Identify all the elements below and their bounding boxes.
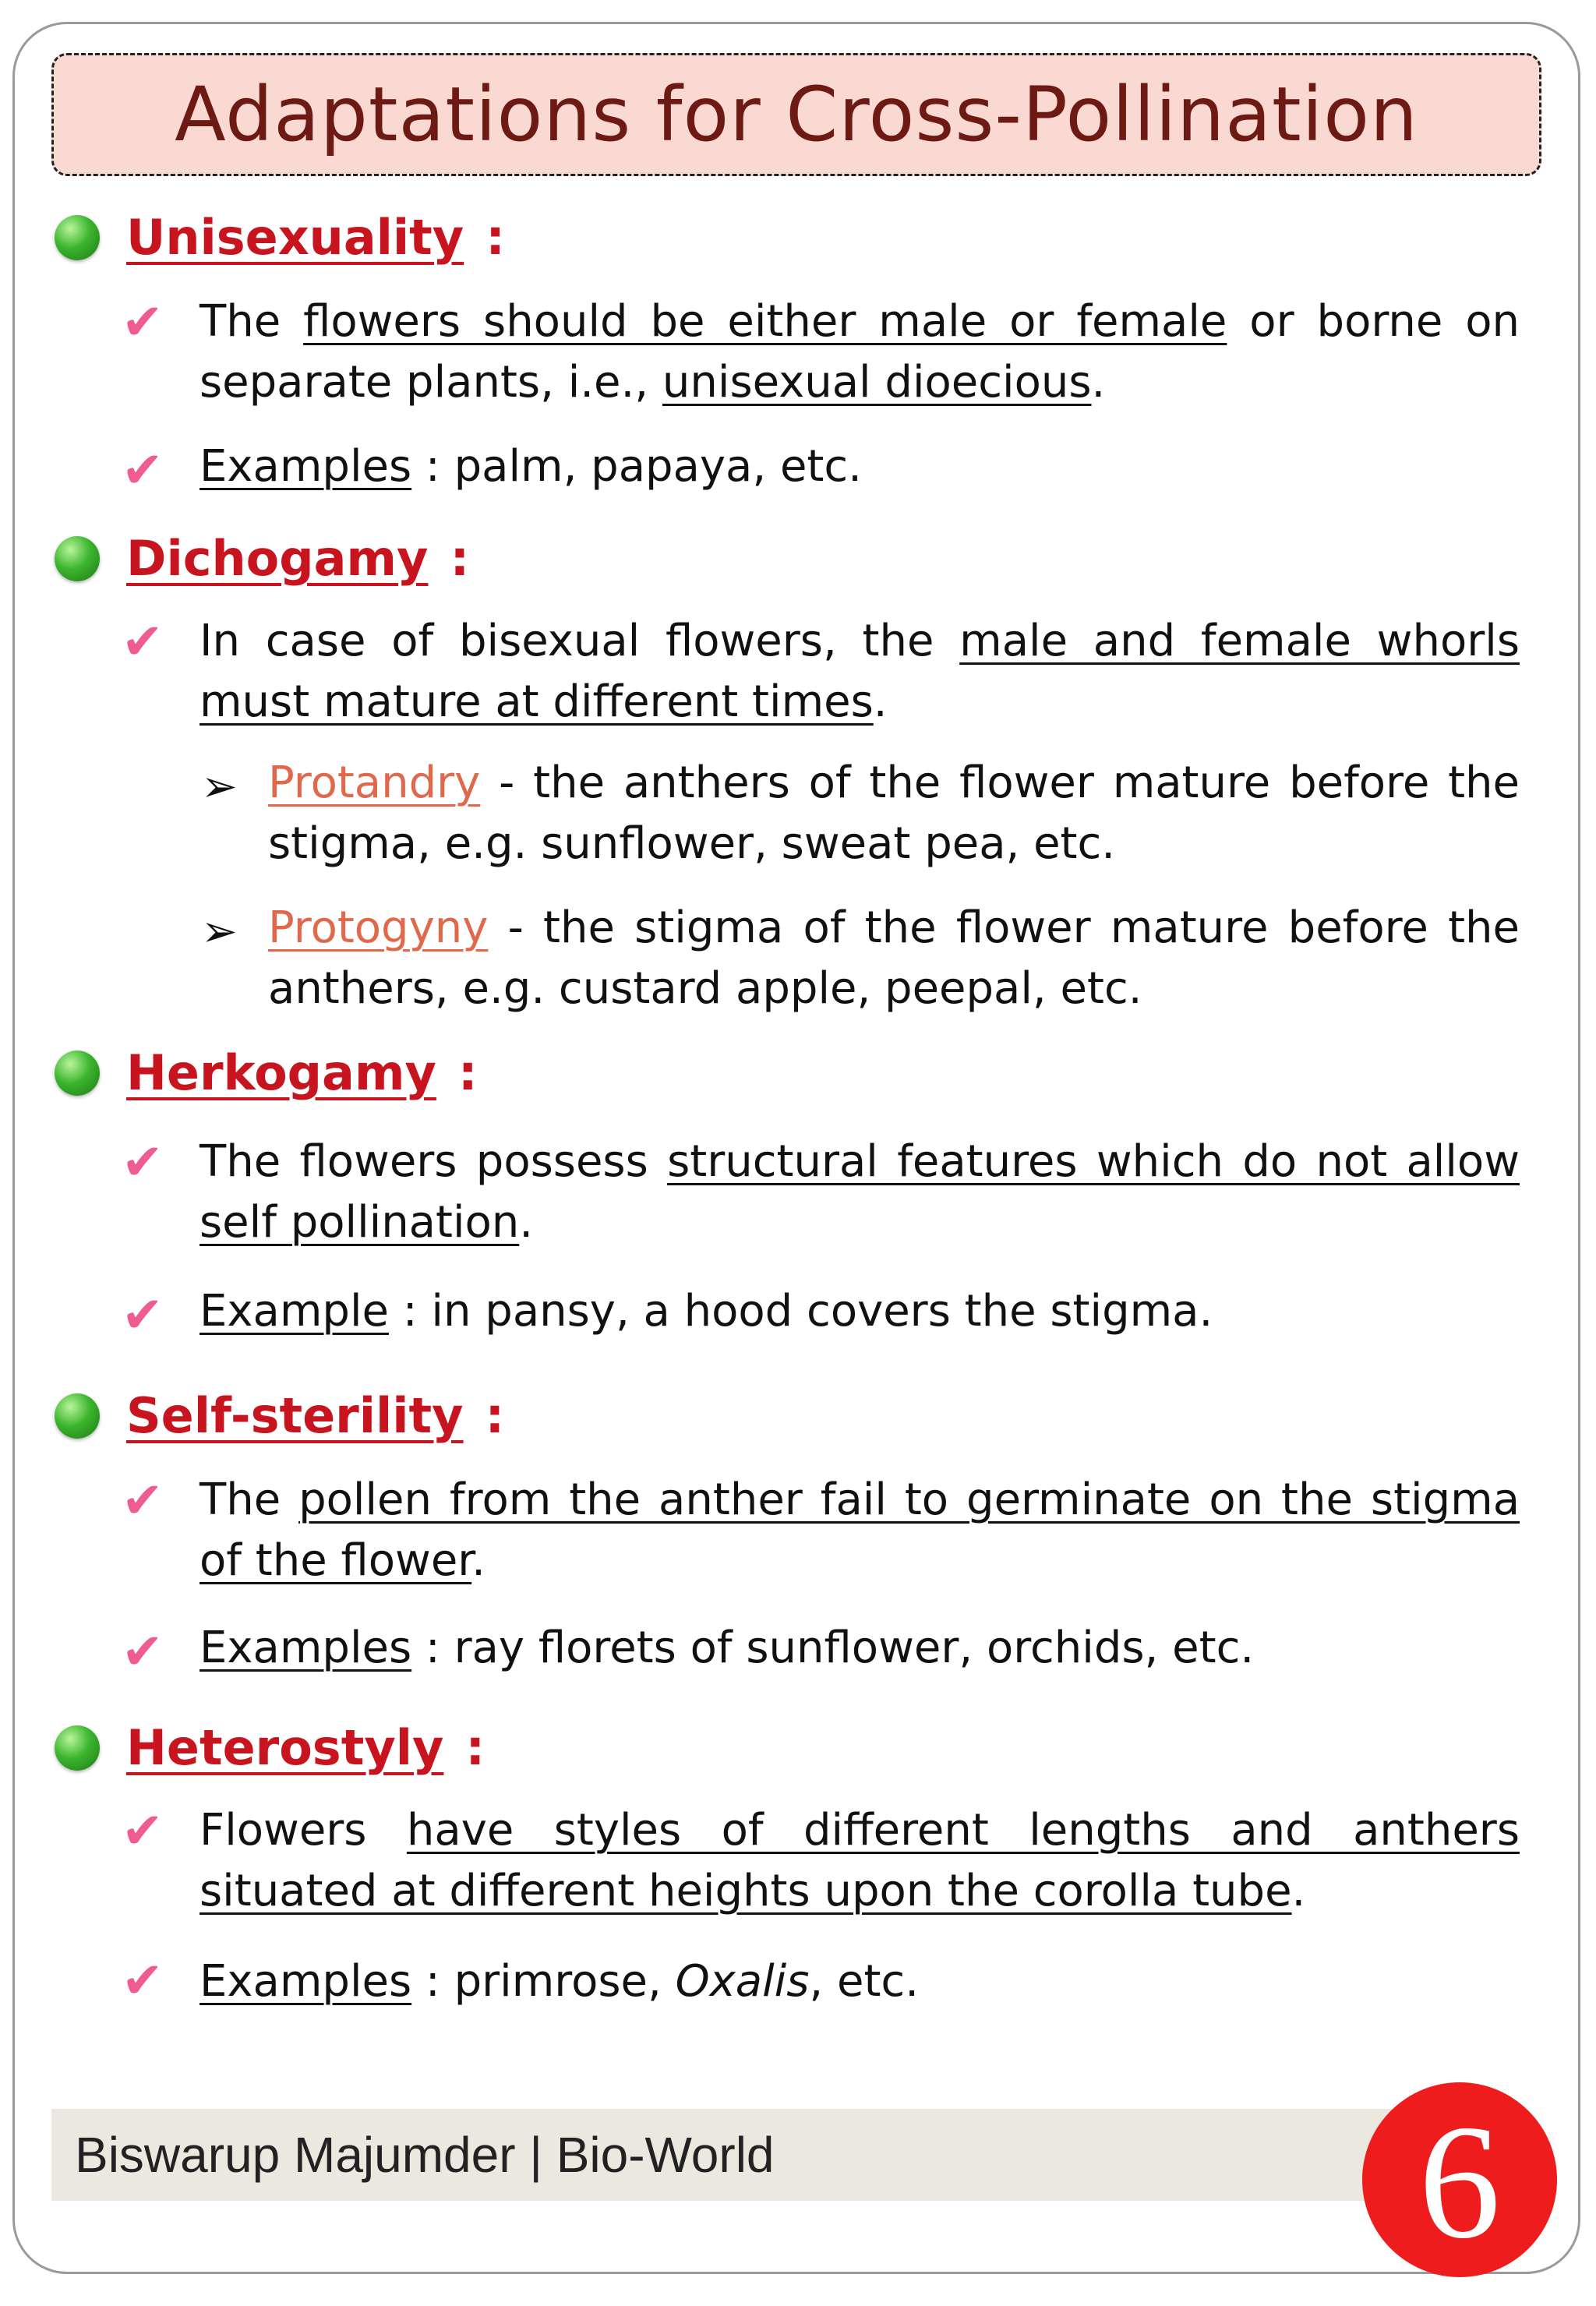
green-ball-icon [55, 536, 100, 581]
point-text [200, 291, 1520, 413]
underlined-text: Example [200, 1286, 389, 1337]
footer-author: Biswarup Majumder | Bio-World [75, 2127, 775, 2183]
underlined-text: unisexual dioecious [662, 357, 1092, 408]
check-icon: ✔ [122, 442, 164, 500]
heading-text: Herkogamy [126, 1044, 436, 1101]
underlined-text: have styles of different lengths and anthers situated at different heights upon the corolla tube [200, 1805, 1520, 1916]
page-title: Adaptations for Cross-Pollination [175, 71, 1418, 158]
text: : palm, papaya, etc. [411, 441, 862, 492]
text: - the stigma of the flower mature before the anthers, e.g. custard apple, peepal, etc. [268, 902, 1520, 1014]
term-protandry: Protandry [268, 757, 481, 808]
point-text [200, 1470, 1520, 1591]
footer-bar [51, 2109, 1400, 2201]
text: : in pansy, a hood covers the stigma. [388, 1286, 1213, 1337]
check-icon: ✔ [122, 1803, 164, 1860]
text: . [1091, 357, 1106, 408]
text: or borne on separate plants, i.e., [200, 296, 1520, 408]
check-icon: ✔ [122, 1952, 164, 2010]
green-ball-icon [55, 215, 100, 260]
underlined-text: Examples [200, 1623, 412, 1673]
underlined-text: structural features which do not allow self pollination [200, 1136, 1520, 1248]
heading-colon: : [465, 1719, 486, 1776]
heading-text: Self-sterility [126, 1387, 464, 1444]
text: . [471, 1535, 486, 1586]
check-icon: ✔ [122, 1623, 164, 1681]
section-heading-self-sterility [55, 1387, 504, 1444]
check-icon: ✔ [122, 1287, 164, 1344]
section-heading-unisexuality [55, 209, 505, 266]
check-icon: ✔ [122, 1472, 164, 1530]
point-text [200, 1132, 1520, 1253]
green-ball-icon [55, 1725, 100, 1771]
underlined-text: male and female whorls must mature at different times [200, 616, 1520, 727]
page-number-badge [1362, 2082, 1557, 2277]
underlined-text: flowers should be either male or female [303, 296, 1227, 347]
title-box [51, 53, 1541, 176]
text: . [519, 1197, 534, 1248]
heading-text: Heterostyly [126, 1719, 444, 1776]
heading-colon: : [450, 530, 470, 587]
heading-text: Unisexuality [126, 209, 464, 266]
text: The [200, 1474, 299, 1525]
text: - the anthers of the flower mature before the stigma, e.g. sunflower, sweat pea, etc. [268, 757, 1520, 869]
point-text [200, 1281, 1520, 1342]
point-text [200, 1618, 1520, 1679]
text: The flowers possess [200, 1136, 668, 1187]
section-heading-dichogamy [55, 530, 469, 587]
heading-colon: : [457, 1044, 478, 1101]
text: Flowers [200, 1805, 407, 1856]
term-protogyny: Protogyny [268, 902, 489, 953]
text: , etc. [809, 1956, 919, 2007]
text: . [873, 676, 888, 727]
italic-text: Oxalis [675, 1956, 810, 2007]
underlined-text: Examples [200, 1956, 412, 2007]
section-heading-herkogamy [55, 1044, 478, 1101]
text: In case of bisexual flowers, the [200, 616, 960, 666]
arrow-right-icon: ➢ [201, 761, 238, 812]
underlined-text: Examples [200, 441, 412, 492]
point-text [200, 611, 1520, 733]
heading-colon: : [485, 1387, 505, 1444]
page-number: 6 [1418, 2092, 1501, 2272]
green-ball-icon [55, 1393, 100, 1439]
check-icon: ✔ [122, 1134, 164, 1192]
underlined-text: pollen from the anther fail to germinate on the stigma of the flower [200, 1474, 1520, 1586]
text: : primrose, [411, 1956, 676, 2007]
section-heading-heterostyly [55, 1719, 485, 1776]
check-icon: ✔ [122, 613, 164, 671]
point-text [200, 436, 1520, 497]
subpoint-text [268, 898, 1520, 1019]
point-text [200, 1800, 1520, 1922]
arrow-right-icon: ➢ [201, 906, 238, 957]
point-text [200, 1951, 1520, 2012]
check-icon: ✔ [122, 294, 164, 351]
green-ball-icon [55, 1051, 100, 1096]
heading-text: Dichogamy [126, 530, 429, 587]
text: The [200, 296, 304, 347]
text: . [1291, 1866, 1306, 1916]
subpoint-text [268, 753, 1520, 874]
heading-colon: : [486, 209, 506, 266]
text: : ray florets of sunflower, orchids, etc. [411, 1623, 1255, 1673]
